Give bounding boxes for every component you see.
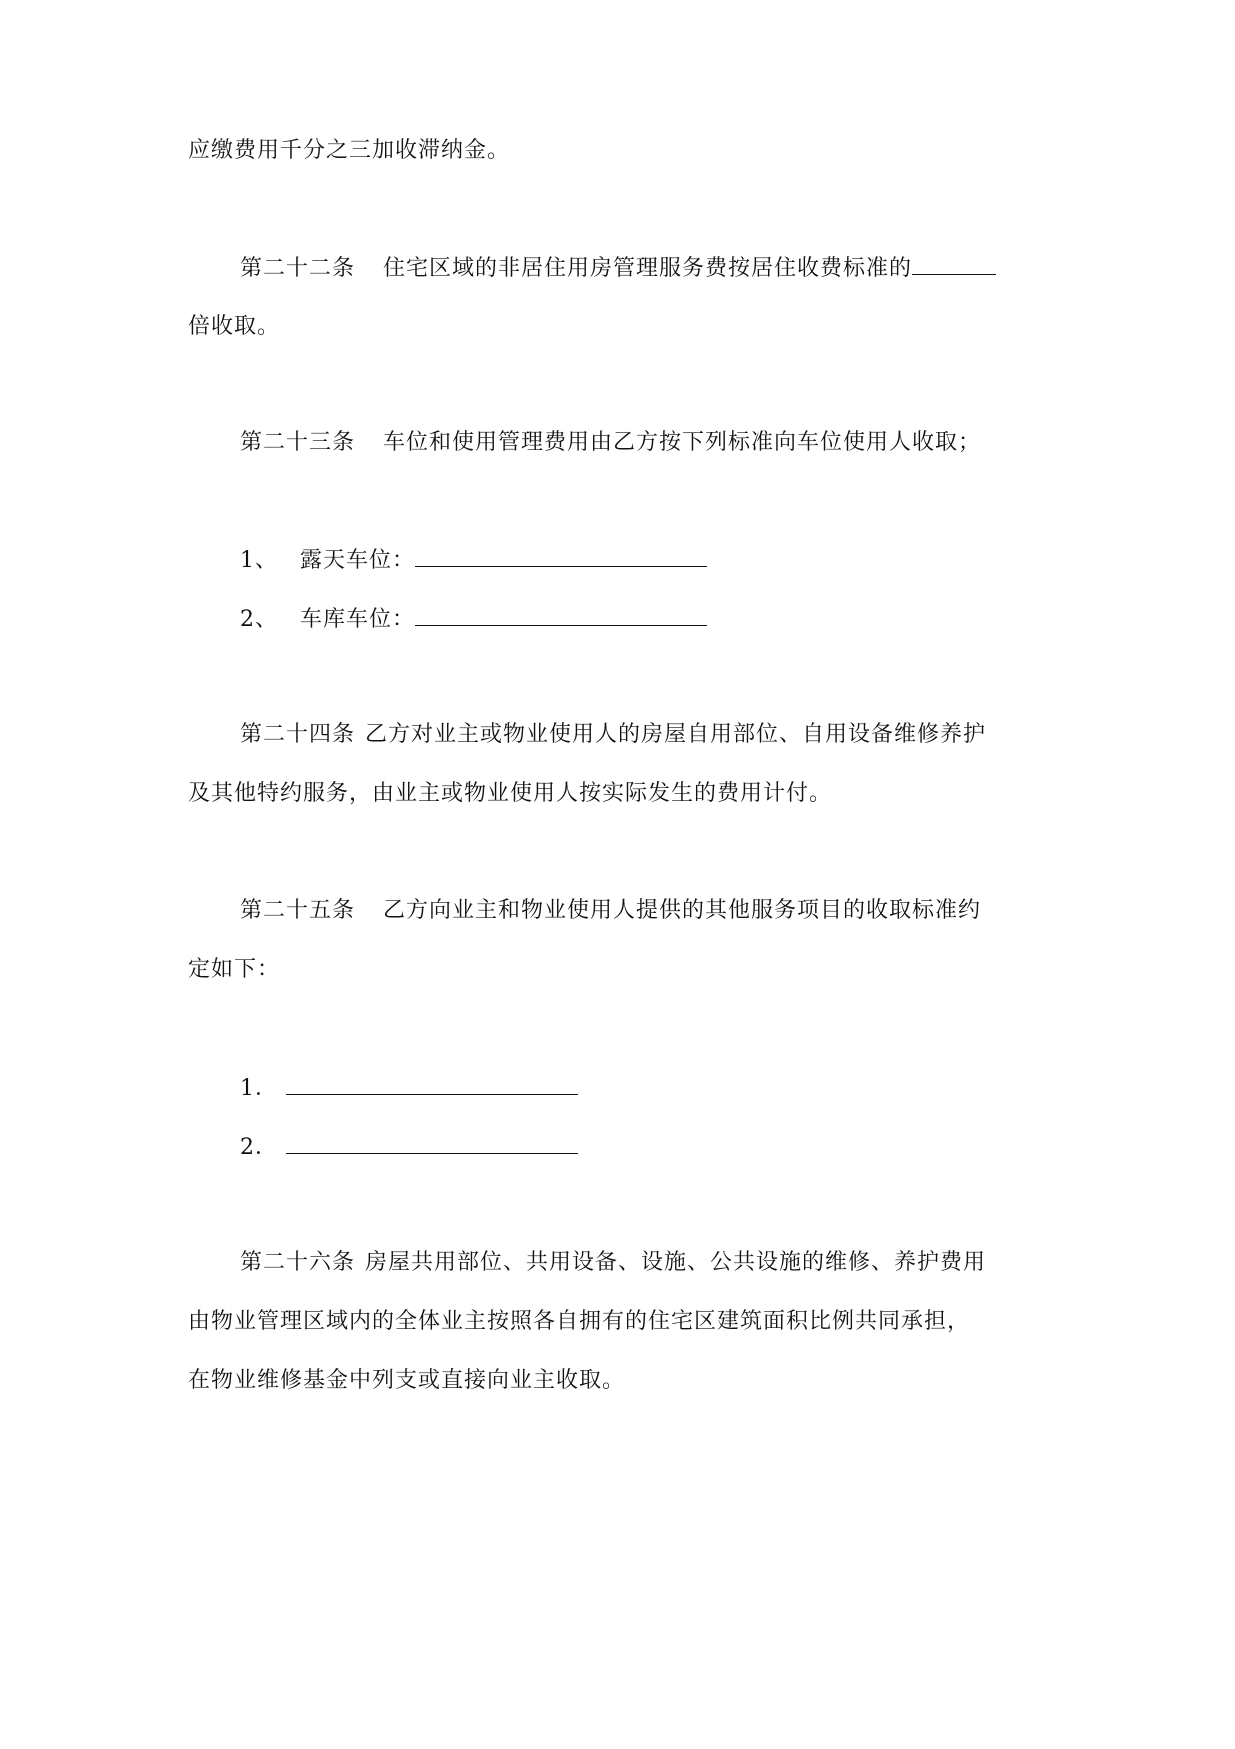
fill-blank	[286, 1072, 578, 1095]
article-26-line-2	[188, 1307, 970, 1337]
list-item-label: 车库车位：	[300, 607, 416, 632]
list-item	[240, 544, 707, 576]
article-23-line-1	[240, 428, 981, 458]
article-26-line-3-text: 在物业维修基金中列支或直接向业主收取。	[188, 1368, 626, 1393]
list-item	[240, 1072, 578, 1104]
fill-blank	[912, 252, 996, 275]
fill-blank	[415, 603, 707, 626]
list-item-number: 1、	[240, 548, 278, 573]
paragraph-line	[188, 136, 510, 166]
list-item-label: 露天车位：	[300, 548, 416, 573]
article-25-number: 第二十五条	[240, 898, 356, 923]
fill-blank	[415, 544, 707, 567]
list-item-number: 2．	[240, 1135, 278, 1160]
article-21-tail: 应缴费用千分之三加收滞纳金。	[188, 138, 511, 163]
fill-blank	[286, 1131, 578, 1154]
article-22-line-1	[240, 252, 996, 284]
list-item-number: 2、	[240, 607, 278, 632]
article-23-number: 第二十三条	[240, 430, 356, 455]
article-24-number: 第二十四条	[240, 722, 356, 747]
article-26-line-3	[188, 1366, 625, 1396]
article-25-line-2	[188, 955, 280, 985]
article-26-line-2-text: 由物业管理区域内的全体业主按照各自拥有的住宅区建筑面积比例共同承担，	[188, 1309, 971, 1334]
article-24-line-2-text: 及其他特约服务，由业主或物业使用人按实际发生的费用计付。	[188, 781, 833, 806]
article-25-text: 乙方向业主和物业使用人提供的其他服务项目的收取标准约	[383, 898, 982, 923]
article-26-line-1	[240, 1248, 986, 1278]
article-22-number: 第二十二条	[240, 256, 356, 281]
article-24-text: 乙方对业主或物业使用人的房屋自用部位、自用设备维修养护	[365, 722, 987, 747]
article-23-text: 车位和使用管理费用由乙方按下列标准向车位使用人收取；	[383, 430, 982, 455]
list-item-number: 1．	[240, 1076, 278, 1101]
article-25-line-2-text: 定如下：	[188, 957, 281, 982]
article-24-line-1	[240, 720, 986, 750]
article-26-text: 房屋共用部位、共用设备、设施、公共设施的维修、养护费用	[365, 1250, 987, 1275]
article-24-line-2	[188, 779, 832, 809]
list-item	[240, 1131, 578, 1163]
article-25-line-1	[240, 896, 981, 926]
article-22-text: 住宅区域的非居住用房管理服务费按居住收费标准的	[383, 256, 913, 281]
article-26-number: 第二十六条	[240, 1250, 356, 1275]
list-item	[240, 603, 707, 635]
article-22-line-2	[188, 312, 280, 342]
article-22-tail: 倍收取。	[188, 314, 281, 339]
